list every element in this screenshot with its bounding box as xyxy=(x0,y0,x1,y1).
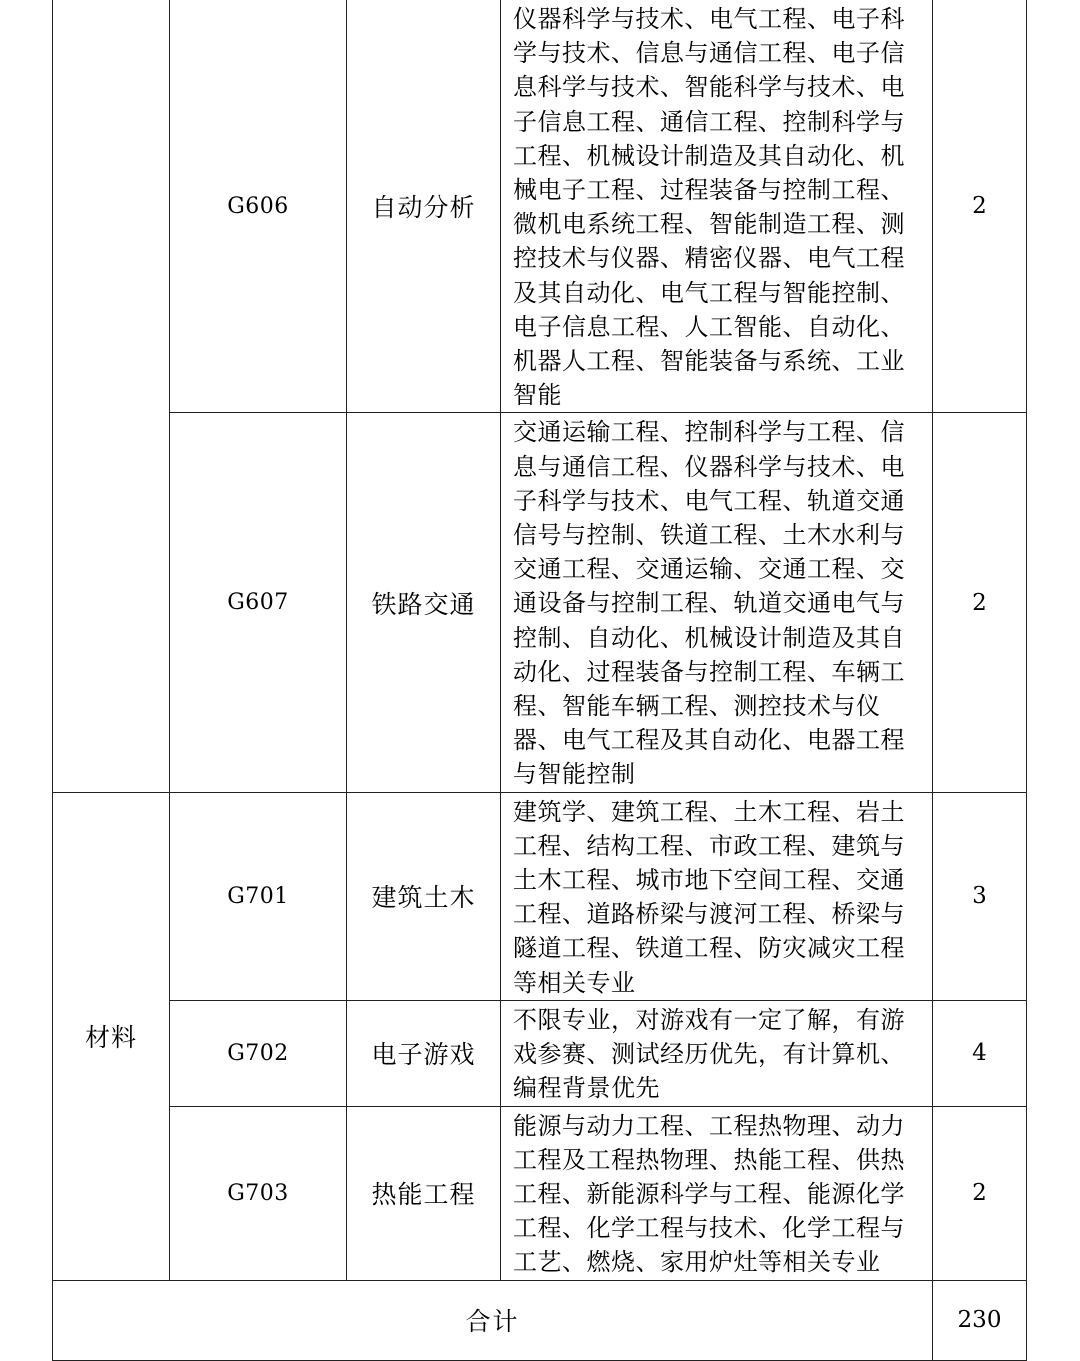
table-row xyxy=(53,1106,1027,1280)
major-requirements: 不限专业，对游戏有一定了解，有游戏参赛、测试经历优先，有计算机、编程背景优先 xyxy=(501,1000,933,1106)
position-name: 建筑土木 xyxy=(347,792,501,1000)
major-requirements: 仪器科学与技术、电气工程、电子科学与技术、信息与通信工程、电子信息科学与技术、智能科学与技术、电子信息工程、通信工程、控制科学与工程、机械设计制造及其自动化、机械电子工程、过程装备与控制工程、微机电系统工程、智能制造工程、测控技术与仪器、精密仪器、电气工程及其自动化、电气工程与智能控制、电子信息工程、人工智能、自动化、机器人工程、智能装备与系统、工业智能 xyxy=(501,0,933,413)
headcount: 2 xyxy=(933,1106,1027,1280)
headcount: 3 xyxy=(933,792,1027,1000)
table-row xyxy=(53,1000,1027,1106)
table-row xyxy=(53,413,1027,792)
position-name: 自动分析 xyxy=(347,0,501,413)
table-row xyxy=(53,792,1027,1000)
total-value: 230 xyxy=(933,1280,1027,1360)
position-name: 热能工程 xyxy=(347,1106,501,1280)
category-cell xyxy=(53,0,170,792)
headcount: 2 xyxy=(933,413,1027,792)
major-requirements: 能源与动力工程、工程热物理、动力工程及工程热物理、热能工程、供热工程、新能源科学与工程、能源化学工程、化学工程与技术、化学工程与工艺、燃烧、家用炉灶等相关专业 xyxy=(501,1106,933,1280)
total-label: 合计 xyxy=(53,1280,933,1360)
position-name: 电子游戏 xyxy=(347,1000,501,1106)
position-name: 铁路交通 xyxy=(347,413,501,792)
position-code: G606 xyxy=(170,0,347,413)
recruitment-table xyxy=(52,0,1027,1361)
position-code: G703 xyxy=(170,1106,347,1280)
total-row xyxy=(53,1280,1027,1360)
position-code: G607 xyxy=(170,413,347,792)
major-requirements: 建筑学、建筑工程、土木工程、岩土工程、结构工程、市政工程、建筑与土木工程、城市地下空间工程、交通工程、道路桥梁与渡河工程、桥梁与隧道工程、铁道工程、防灾减灾工程等相关专业 xyxy=(501,792,933,1000)
table-row xyxy=(53,0,1027,413)
headcount: 2 xyxy=(933,0,1027,413)
position-code: G702 xyxy=(170,1000,347,1106)
category-cell: 材料 xyxy=(53,792,170,1280)
position-code: G701 xyxy=(170,792,347,1000)
major-requirements: 交通运输工程、控制科学与工程、信息与通信工程、仪器科学与技术、电子科学与技术、电气工程、轨道交通信号与控制、铁道工程、土木水利与交通工程、交通运输、交通工程、交通设备与控制工程、轨道交通电气与控制、自动化、机械设计制造及其自动化、过程装备与控制工程、车辆工程、智能车辆工程、测控技术与仪器、电气工程及其自动化、电器工程与智能控制 xyxy=(501,413,933,792)
headcount: 4 xyxy=(933,1000,1027,1106)
